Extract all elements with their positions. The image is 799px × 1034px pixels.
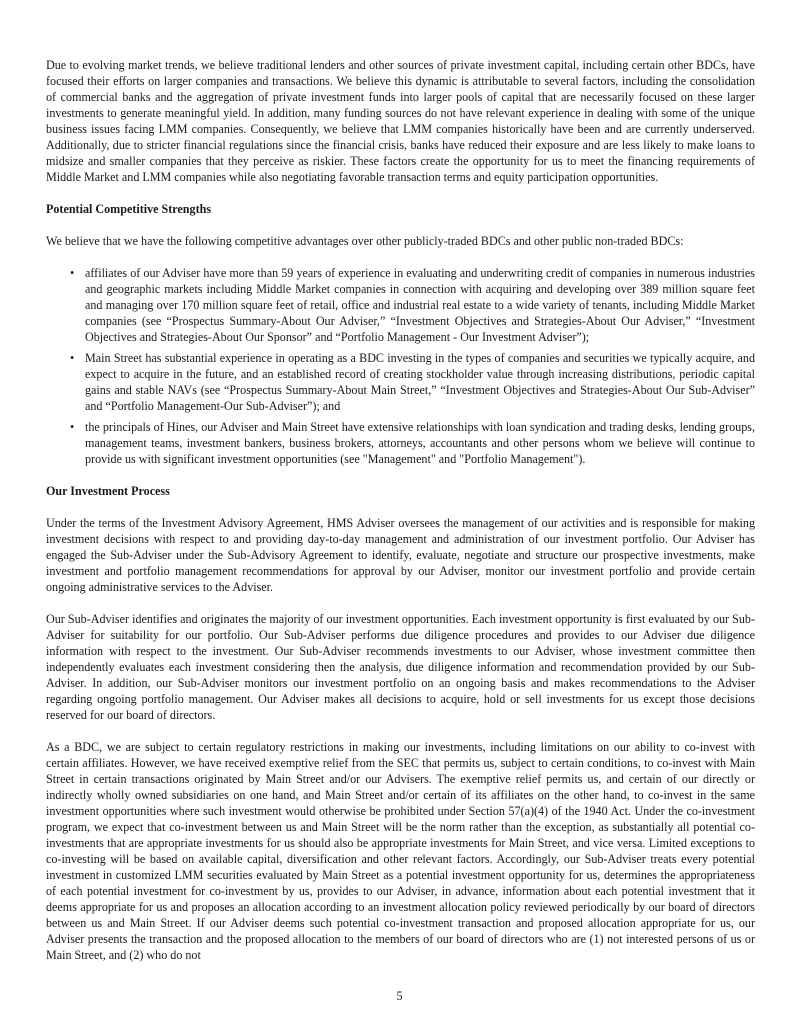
strengths-bullet-list	[46, 265, 755, 467]
document-page	[46, 57, 755, 979]
section-heading-potential-competitive-strengths: Potential Competitive Strengths	[46, 202, 212, 216]
bullet-item	[70, 265, 755, 345]
bullet-icon: •	[70, 351, 75, 365]
intro-paragraph: Due to evolving market trends, we believe traditional lenders and other sources of private investment capital, including certain other BDCs, have focused their efforts on larger companies and transactions. We believe this dynamic is attributable to several factors, including the consolidation of commercial banks and the aggregation of private investment funds into larger pools of capital that are necessarily focused on these larger investments to generate meaningful yield. In addition, many funding sources do not have relevant experience in dealing with some of the unique business issues facing LMM companies. Consequently, we believe that LMM companies historically have been and are currently underserved. Additionally, due to stricter financial regulations since the financial crisis, banks have reduced their exposure and are less likely to make loans to midsize and smaller companies that they perceive as riskier. These factors create the opportunity for us to meet the financing requirements of Middle Market and LMM companies while also negotiating favorable transaction terms and equity participation opportunities.	[46, 58, 755, 184]
bullet-icon: •	[70, 266, 75, 280]
bullet-text: the principals of Hines, our Adviser and Main Street have extensive relationships with loan syndication and trading desks, lending groups, management teams, investment bankers, business brokers, attorneys, accountants and other persons whom we believe will continue to provide us with significant investment opportunities (see "Management" and "Portfolio Management").	[85, 420, 755, 466]
bullet-text: Main Street has substantial experience in operating as a BDC investing in the types of companies and securities we typically acquire, and expect to acquire in the future, and an established record of creating stockholder value through increasing distributions, periodic capital gains and stable NAVs (see “Prospectus Summary-About Main Street,” “Investment Objectives and Strategies-About Our Sub-Adviser” and “Portfolio Management-Our Sub-Adviser”); and	[85, 351, 755, 413]
process-paragraph: As a BDC, we are subject to certain regulatory restrictions in making our investments, including limitations on our ability to co-invest with certain affiliates. However, we have received exemptive relief from the SEC that permits us, subject to certain conditions, to co-invest with Main Street in certain transactions originated by Main Street and/or our Advisers. The exemptive relief permits us, and certain of our directly or indirectly wholly owned subsidiaries on one hand, and Main Street and/or certain of its affiliates on the other hand, to co-invest in the same investment opportunities where such investment would otherwise be prohibited under Section 57(a)(4) of the 1940 Act. Under the co-investment program, we expect that co-investment between us and Main Street will be the norm rather than the exception, as substantially all potential co-investments that are appropriate investments for us should also be appropriate investments for Main Street, and vice versa. Limited exceptions to co-investing will be based on available capital, diversification and other relevant factors. Accordingly, our Sub-Adviser treats every potential investment in customized LMM securities evaluated by Main Street as a potential investment opportunity for us, determines the appropriateness of each potential investment for co-investment by us, provides to our Adviser, in advance, information about each potential investment that it deems appropriate for us and proposes an allocation according to an investment allocation policy reviewed periodically by our board of directors between us and Main Street. If our Adviser deems such potential co-investment transaction and proposed allocation appropriate for us, our Adviser presents the transaction and the proposed allocation to the members of our board of directors who are (1) not interested persons of us or Main Street, and (2) who do not	[46, 740, 755, 962]
bullet-text: affiliates of our Adviser have more than 59 years of experience in evaluating and underwriting credit of companies in numerous industries and geographic markets including Middle Market companies in connection with acquiring and developing over 389 million square feet and managing over 170 million square feet of retail, office and industrial real estate to a wide variety of tenants, including Middle Market companies (see “Prospectus Summary-About Our Adviser,” “Investment Objectives and Strategies-About Our Adviser,” “Investment Objectives and Strategies-About Our Sponsor” and “Portfolio Management - Our Investment Adviser”);	[85, 266, 755, 344]
page-number: 5	[396, 989, 403, 1003]
bullet-icon: •	[70, 420, 75, 434]
bullet-item	[70, 350, 755, 414]
bullet-item	[70, 419, 755, 467]
process-paragraph: Under the terms of the Investment Advisory Agreement, HMS Adviser oversees the management of our activities and is responsible for making investment decisions with respect to and providing day-to-day management and administration of our investment portfolio. Our Adviser has engaged the Sub-Adviser under the Sub-Advisory Agreement to identify, evaluate, negotiate and structure our prospective investments, make investment and portfolio management recommendations for approval by our Adviser, monitor our investment portfolio and provide certain ongoing administrative services to the Adviser.	[46, 516, 755, 594]
strengths-lead-paragraph: We believe that we have the following competitive advantages over other publicly-traded BDCs and other public non-traded BDCs:	[46, 234, 684, 248]
section-heading-our-investment-process: Our Investment Process	[46, 484, 170, 498]
process-paragraph: Our Sub-Adviser identifies and originates the majority of our investment opportunities. Each investment opportunity is first evaluated by our Sub-Adviser for suitability for our portfolio. Our Sub-Adviser performs due diligence procedures and provides to our Adviser due diligence information with respect to the investment. Our Sub-Adviser recommends investments to our Adviser, whose investment committee then independently evaluates each investment considering then the analysis, due diligence information and recommendation provided by our Sub-Adviser. In addition, our Sub-Adviser monitors our investment portfolio on an ongoing basis and makes recommendations to the Adviser regarding ongoing portfolio management. Our Adviser makes all decisions to acquire, hold or sell investments for us except those decisions reserved for our board of directors.	[46, 612, 755, 722]
